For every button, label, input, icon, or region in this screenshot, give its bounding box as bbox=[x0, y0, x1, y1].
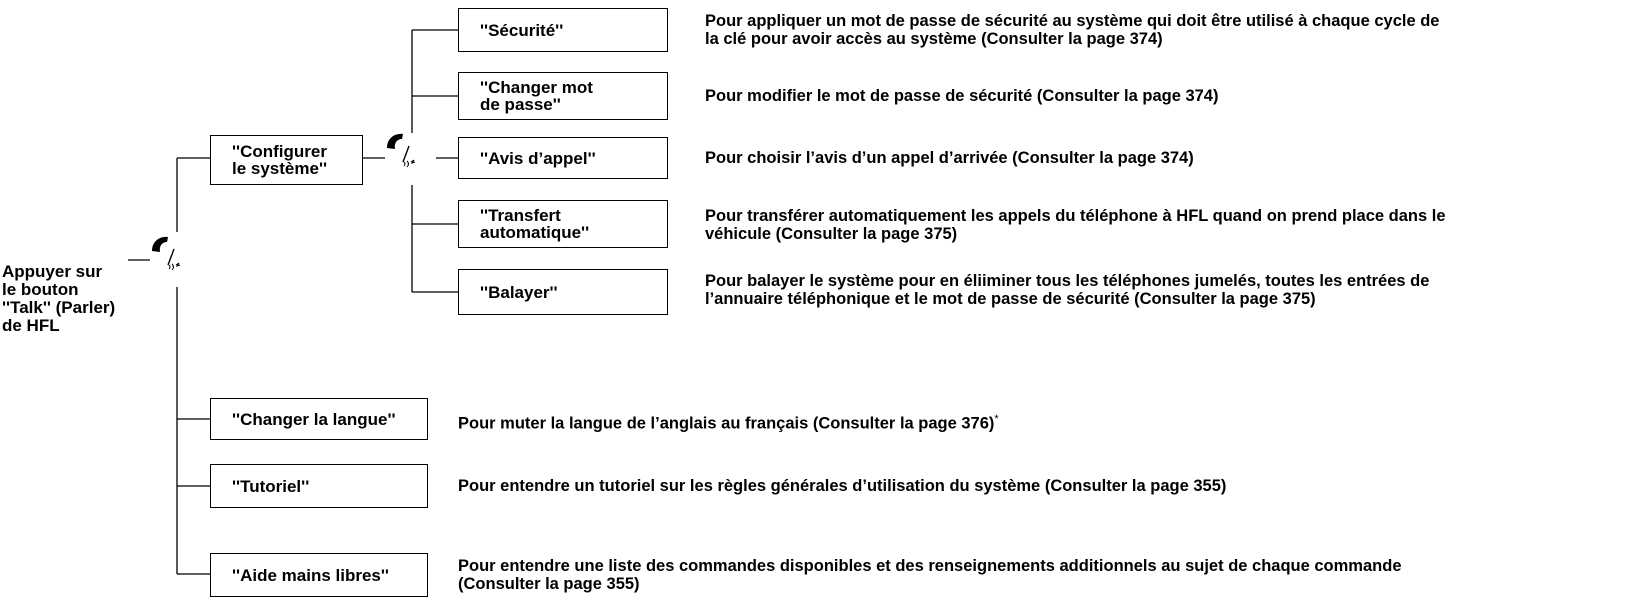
talk-phone-voice-icon bbox=[383, 128, 417, 184]
changer-mot-de-passe-label: ''Changer mot de passe'' bbox=[480, 78, 593, 114]
configurer-systeme-box bbox=[210, 135, 363, 185]
transfert-automatique-label: ''Transfert automatique'' bbox=[480, 206, 590, 242]
changer-langue-box bbox=[210, 398, 428, 440]
securite-box bbox=[458, 8, 668, 52]
avis-appel-description: Pour choisir l’avis d’un appel d’arrivée (Consulter la page 374) bbox=[705, 149, 1194, 167]
changer-mot-de-passe-description: Pour modifier le mot de passe de sécurité (Consulter la page 374) bbox=[705, 87, 1219, 105]
aide-mains-libres-description: Pour entendre une liste des commandes disponibles et des renseignements additionnels au sujet de chaque commande (Consulter la page 355) bbox=[458, 557, 1402, 593]
changer-langue-label: ''Changer la langue'' bbox=[232, 409, 396, 429]
tutoriel-box bbox=[210, 464, 428, 508]
balayer-description: Pour balayer le système pour en éliiminer tous les téléphones jumelés, toutes les entrées de l’annuaire téléphonique et le mot de passe de sécurité (Consulter la page 375) bbox=[705, 272, 1430, 308]
root-label: Appuyer sur le bouton ''Talk'' (Parler) de HFL bbox=[2, 262, 116, 335]
changer-langue-desc-text: Pour muter la langue de l’anglais au français (Consulter la page 376) bbox=[458, 414, 995, 433]
talk-phone-voice-icon bbox=[148, 231, 182, 287]
transfert-automatique-box bbox=[458, 200, 668, 248]
tutoriel-label: ''Tutoriel'' bbox=[232, 476, 310, 496]
avis-appel-label: ''Avis d’appel'' bbox=[480, 148, 596, 168]
tutoriel-description: Pour entendre un tutoriel sur les règles générales d’utilisation du système (Consulter la page 355) bbox=[458, 477, 1227, 495]
changer-langue-description bbox=[458, 410, 999, 433]
aide-mains-libres-box bbox=[210, 553, 428, 597]
footnote-mark: * bbox=[994, 413, 999, 425]
changer-mot-de-passe-box bbox=[458, 72, 668, 120]
transfert-automatique-description: Pour transférer automatiquement les appels du téléphone à HFL quand on prend place dans le véhicule (Consulter la page 375) bbox=[705, 207, 1446, 243]
securite-description: Pour appliquer un mot de passe de sécurité au système qui doit être utilisé à chaque cycle de la clé pour avoir accès au système (Consulter la page 374) bbox=[705, 12, 1440, 48]
securite-label: ''Sécurité'' bbox=[480, 20, 564, 40]
aide-mains-libres-label: ''Aide mains libres'' bbox=[232, 565, 389, 585]
avis-appel-box bbox=[458, 137, 668, 179]
balayer-label: ''Balayer'' bbox=[480, 282, 558, 302]
balayer-box bbox=[458, 269, 668, 315]
configurer-systeme-label: ''Configurer le système'' bbox=[232, 142, 328, 178]
